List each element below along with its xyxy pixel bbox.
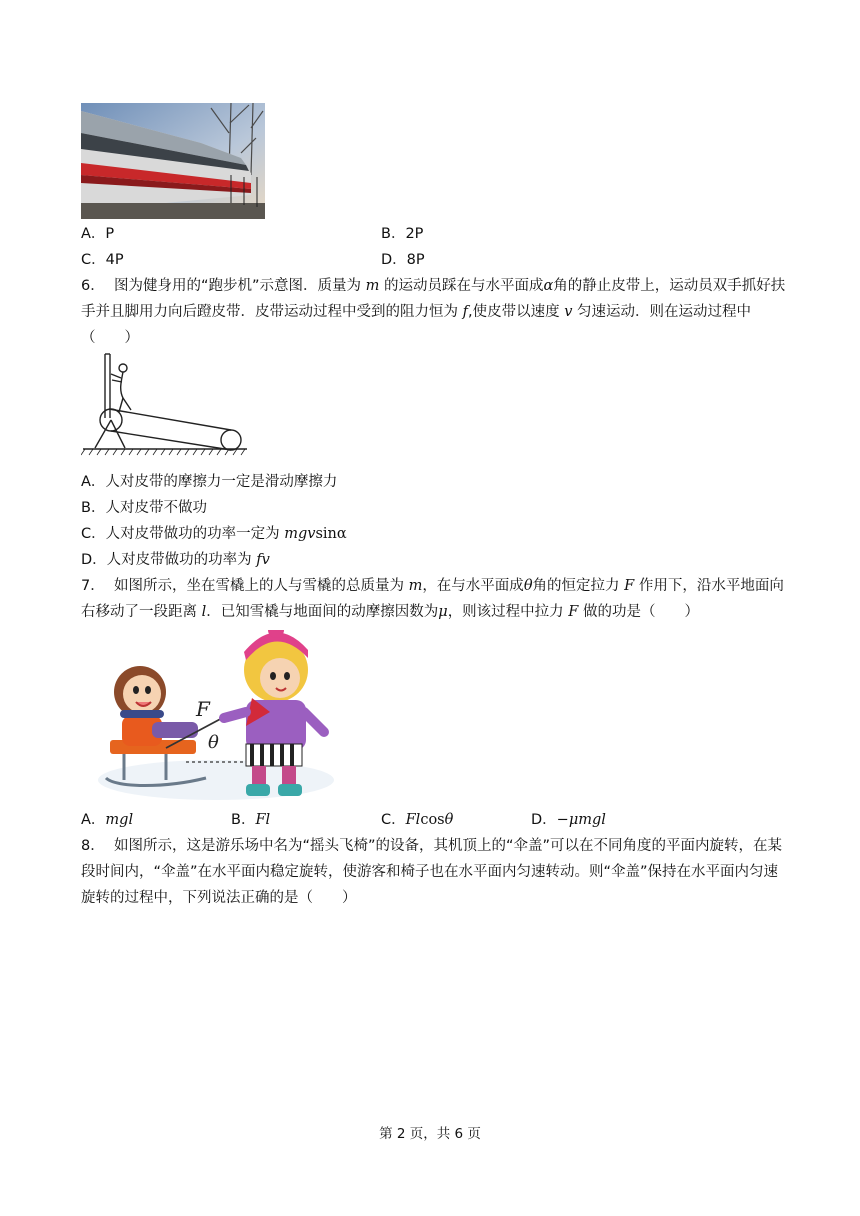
option-text: 人对皮带的摩擦力一定是滑动摩擦力 — [105, 474, 338, 490]
stem-text: 如图所示，这是游乐场中名为“摇头飞椅”的设备，其机顶上的“伞盖”可以在不同角度的平面内旋转，在某 — [113, 838, 782, 854]
stem-text: 角的静止皮带上，运动员双手抓好扶 — [553, 278, 786, 294]
option-text: 4P — [105, 252, 124, 268]
math-f: f — [462, 304, 468, 320]
math-v: v — [564, 304, 573, 320]
math-Fl: Fl — [255, 812, 271, 828]
q6-stem-line-2 — [81, 302, 751, 322]
option-text: 人对皮带不做功 — [105, 500, 207, 516]
option-text: P — [105, 226, 115, 242]
q7-stem-line-2 — [81, 602, 699, 622]
answer-paren: （ ） — [81, 330, 139, 346]
stem-text: 角的恒定拉力 — [532, 578, 625, 594]
math-l: l — [201, 604, 207, 620]
angle-theta-label: θ — [208, 732, 219, 753]
force-F-label: F — [196, 697, 210, 721]
q8-stem-line-1 — [81, 836, 782, 856]
option-letter: C． — [81, 526, 106, 542]
math-F: F — [568, 604, 579, 620]
option-letter: A． — [81, 812, 106, 828]
q6-stem-line-1 — [81, 276, 785, 296]
math-theta: θ — [523, 578, 533, 594]
option-text: 人对皮带做功的功率一定为 — [105, 526, 285, 542]
sled-illustration — [96, 630, 336, 802]
option-letter: D． — [531, 812, 557, 828]
stem-text: 做的功是（ ） — [578, 604, 699, 620]
option-letter: B． — [381, 226, 406, 242]
math-m: m — [365, 278, 380, 294]
page-footer: 第 2 页，共 6 页 — [379, 1126, 481, 1142]
option-text: 人对皮带做功的功率为 — [106, 552, 257, 568]
q6-option-c[interactable] — [81, 524, 347, 544]
stem-text: 如图所示，坐在雪橇上的人与雪橇的总质量为 — [113, 578, 409, 594]
treadmill-diagram — [81, 352, 251, 456]
q5-option-b[interactable] — [381, 224, 423, 244]
math-F: F — [624, 578, 635, 594]
option-letter: B． — [231, 812, 256, 828]
stem-text: 手并且脚用力向后蹬皮带．皮带运动过程中受到的阻力恒为 — [81, 304, 463, 320]
math-alpha: α — [543, 278, 554, 294]
question-number: 7． — [81, 578, 105, 594]
stem-text: 段时间内，“伞盖”在水平面内稳定旋转，使游客和椅子也在水平面内匀速转动。则“伞盖”保持在水平面内匀速 — [81, 864, 779, 880]
option-letter: B． — [81, 500, 106, 516]
q7-option-b[interactable] — [231, 810, 270, 830]
question-number: 8． — [81, 838, 105, 854]
stem-text: 的运动员踩在与水平面成 — [379, 278, 544, 294]
stem-text: 右移动了一段距离 — [81, 604, 202, 620]
stem-text: ,使皮带以速度 — [467, 304, 565, 320]
option-letter: C． — [381, 812, 406, 828]
q5-option-d[interactable] — [381, 250, 425, 270]
stem-text: 图为健身用的“跑步机”示意图．质量为 — [113, 278, 366, 294]
math-Fl: Fl — [405, 812, 421, 828]
math-m: m — [408, 578, 423, 594]
stem-text: ．已知雪橇与地面间的动摩擦因数为 — [206, 604, 439, 620]
stem-text: 匀速运动．则在运动过程中 — [572, 304, 752, 320]
q7-option-d[interactable] — [531, 810, 606, 830]
math-sin-alpha: sinα — [315, 526, 347, 542]
option-text: 8P — [406, 252, 425, 268]
math-mgv: mgv — [284, 526, 316, 542]
math-mu: μ — [438, 604, 448, 620]
math-fv: fv — [256, 552, 270, 568]
q6-answer-paren — [81, 328, 139, 348]
q6-option-a[interactable] — [81, 472, 337, 492]
option-letter: D． — [381, 252, 407, 268]
q7-stem-line-1 — [81, 576, 784, 596]
option-letter: A． — [81, 474, 106, 490]
train-photo — [81, 103, 265, 219]
option-letter: D． — [81, 552, 107, 568]
q8-stem-line-3 — [81, 888, 357, 908]
stem-text: ，在与水平面成 — [422, 578, 524, 594]
q5-option-a[interactable] — [81, 224, 114, 244]
q8-stem-line-2 — [81, 862, 778, 882]
q7-option-a[interactable] — [81, 810, 133, 830]
q6-option-b[interactable] — [81, 498, 207, 518]
q5-option-c[interactable] — [81, 250, 124, 270]
math-cos: cos — [420, 812, 445, 828]
q6-option-d[interactable] — [81, 550, 270, 570]
stem-text: ，则该过程中拉力 — [447, 604, 569, 620]
q7-option-c[interactable] — [381, 810, 453, 830]
option-text: 2P — [405, 226, 424, 242]
stem-text: 作用下，沿水平地面向 — [634, 578, 784, 594]
math-mgl: mgl — [105, 812, 134, 828]
stem-text: 旋转的过程中，下列说法正确的是（ ） — [81, 890, 357, 906]
question-number: 6． — [81, 278, 105, 294]
option-letter: A． — [81, 226, 106, 242]
math-theta: θ — [444, 812, 454, 828]
math-neg-mu-mgl: −μmgl — [556, 812, 606, 828]
option-letter: C． — [81, 252, 106, 268]
